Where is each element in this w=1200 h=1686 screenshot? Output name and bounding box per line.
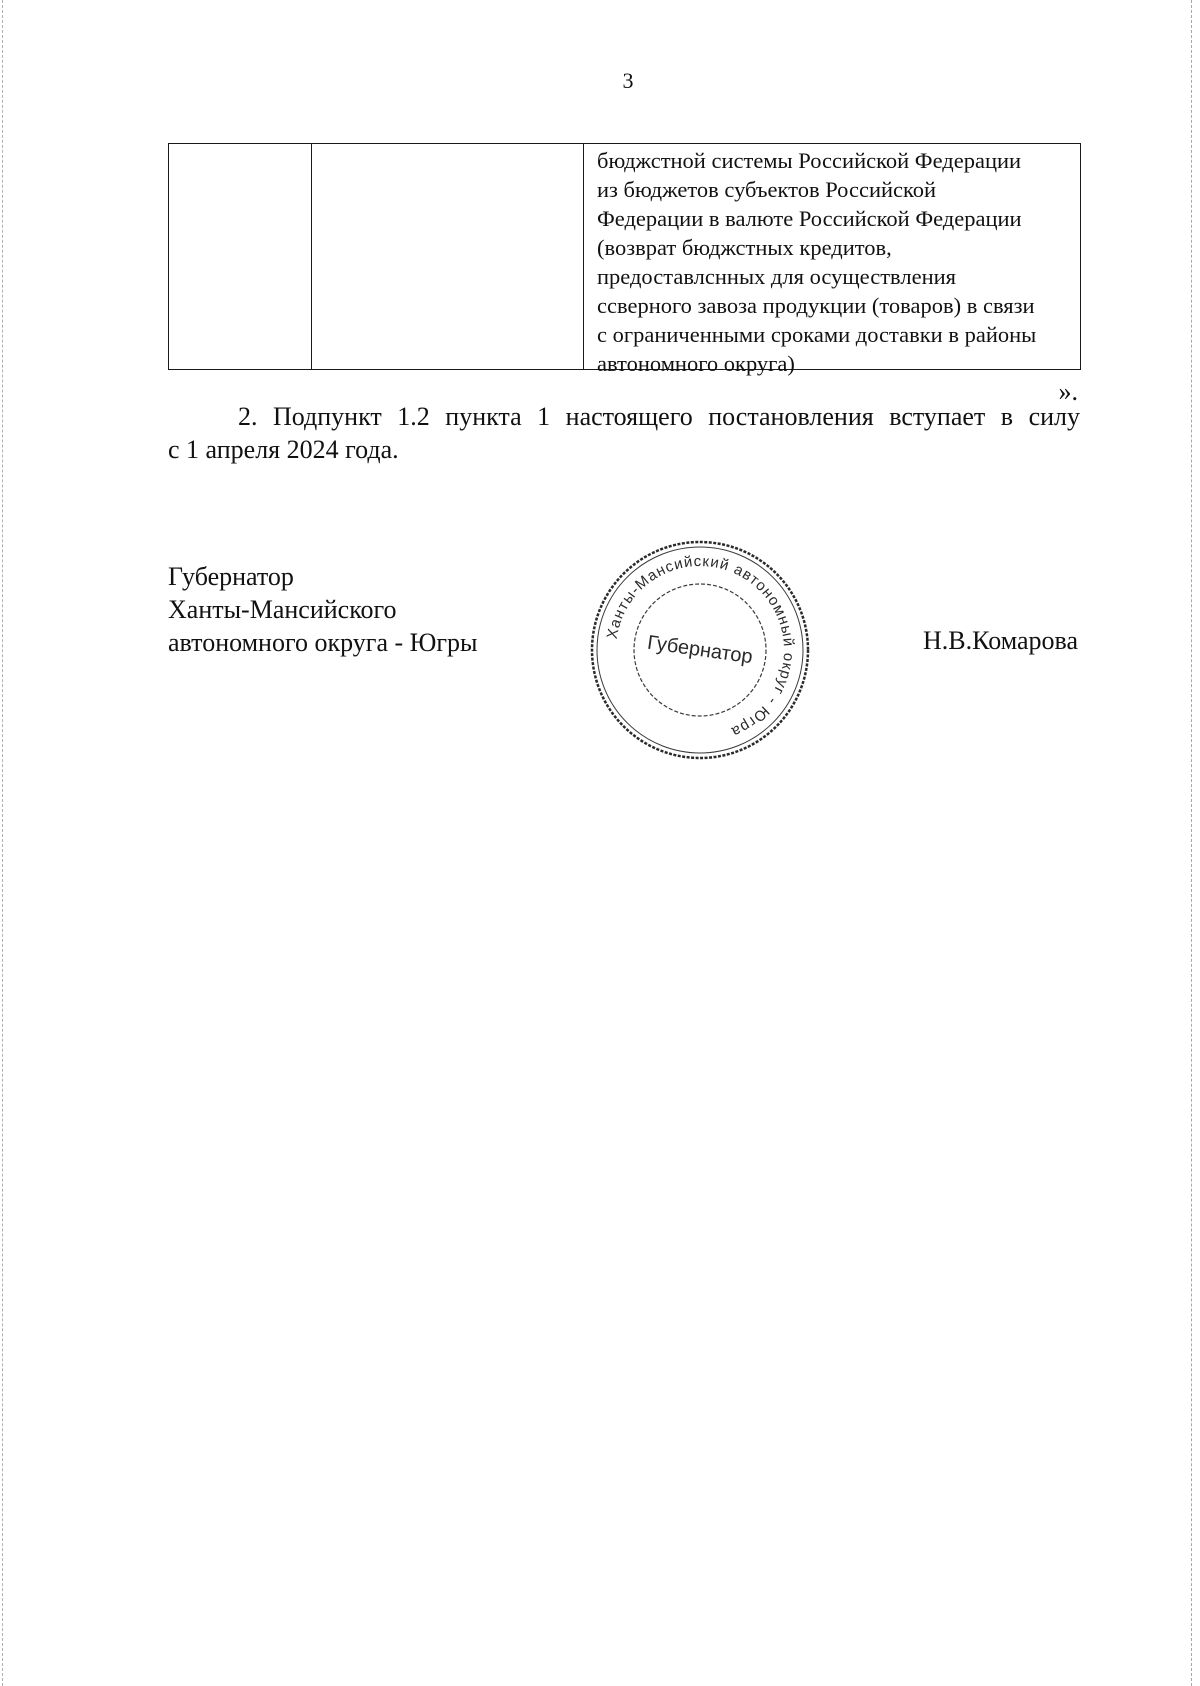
signatory-name: Н.В.Комарова xyxy=(923,626,1078,655)
seal-center-text: Губернатор xyxy=(645,631,755,669)
paragraph-line: 2. Подпункт 1.2 пункта 1 настоящего постановления вступает в силу xyxy=(238,402,1080,431)
signature-title-line: Губернатор xyxy=(168,562,294,591)
table-cell-line: Федерации в валюте Российской Федерации xyxy=(597,206,1022,231)
page-number: 3 xyxy=(622,68,634,93)
table-column-divider xyxy=(583,144,584,369)
table-cell-description xyxy=(597,146,1077,378)
table-cell-line: из бюджетов субъектов Российской xyxy=(597,177,937,202)
table-cell-line: (возврат бюджстных кредитов, xyxy=(597,235,892,260)
scan-edge-left xyxy=(2,0,5,1686)
table-cell-line: предоставлснных для осуществления xyxy=(597,264,957,289)
scan-edge-right xyxy=(1191,0,1194,1686)
paragraph-line: с 1 апреля 2024 года. xyxy=(168,435,399,464)
signature-title-line: автономного округа - Югры xyxy=(168,628,478,657)
seal-ring-text: Ханты-Мансийский автономный округ - Югра xyxy=(603,552,798,741)
table-column-divider xyxy=(311,144,312,369)
table-cell-line: бюджстной системы Российской Федерации xyxy=(597,148,1022,173)
budget-table xyxy=(168,143,1081,376)
effective-date-paragraph xyxy=(168,400,1080,466)
table-cell-line: с ограниченными сроками доставки в районы xyxy=(597,322,1037,347)
closing-quote: ». xyxy=(1058,377,1078,406)
signature-title xyxy=(168,560,478,659)
table-cell-line: автономного округа) xyxy=(597,351,795,376)
table-cell-line: ссверного завоза продукции (товаров) в связи xyxy=(597,293,1035,318)
signature-title-line: Ханты-Мансийского xyxy=(168,595,397,624)
official-seal xyxy=(585,535,815,765)
